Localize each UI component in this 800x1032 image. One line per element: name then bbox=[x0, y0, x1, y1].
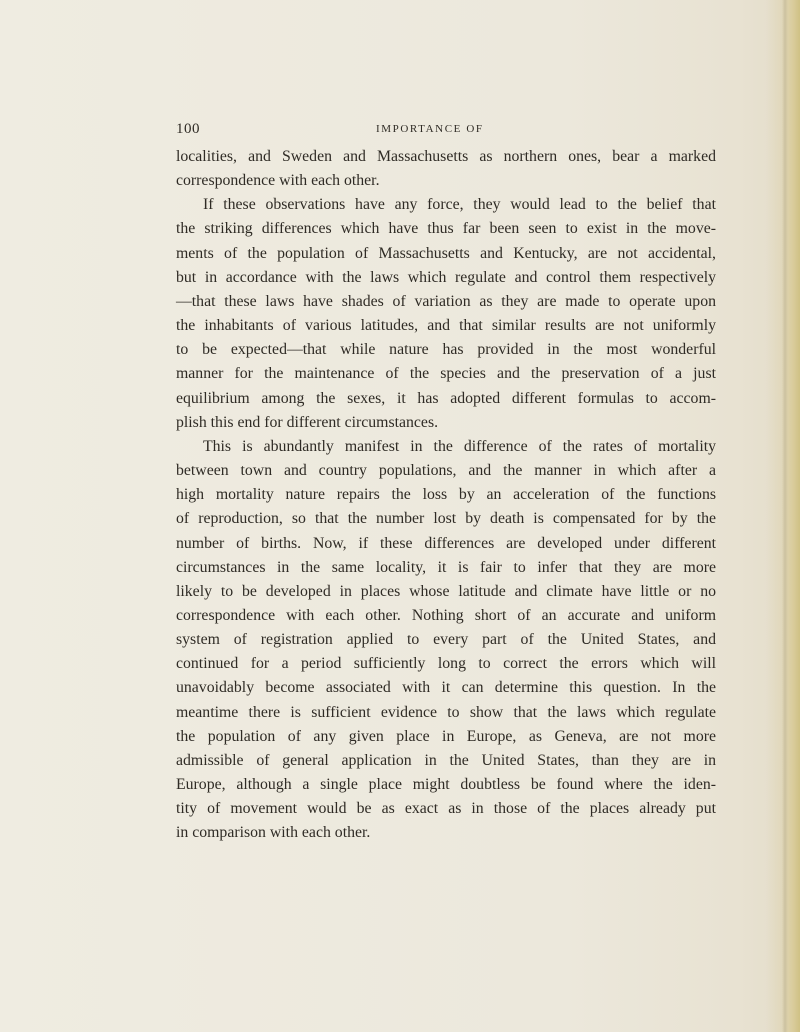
text-line: number of births. Now, if these differences are developed under different bbox=[176, 534, 716, 552]
text-line: unavoidably become associated with it can determine this question. In the bbox=[176, 679, 716, 697]
text-line: system of registration applied to every part of the United States, and bbox=[176, 631, 716, 649]
text-line: tity of movement would be as exact as in those of the places already put bbox=[176, 800, 716, 818]
text-line: between town and country populations, and the manner in which after a bbox=[176, 462, 716, 480]
paragraph-3 bbox=[176, 435, 716, 846]
text-line: the population of any given place in Europe, as Geneva, are not more bbox=[176, 727, 716, 745]
text-line: to be expected—that while nature has provided in the most wonderful bbox=[176, 341, 716, 359]
text-line: This is abundantly manifest in the difference of the rates of mortality bbox=[203, 437, 716, 455]
text-line: localities, and Sweden and Massachusetts as northern ones, bear a marked bbox=[176, 148, 716, 165]
text-line: If these observations have any force, they would lead to the belief that bbox=[203, 196, 716, 214]
text-line: in comparison with each other. bbox=[176, 824, 371, 842]
text-line: —that these laws have shades of variation as they are made to operate upon bbox=[176, 292, 716, 310]
body-text bbox=[176, 145, 716, 846]
text-line: admissible of general application in the United States, than they are in bbox=[176, 751, 716, 769]
text-line: high mortality nature repairs the loss by an acceleration of the functions bbox=[176, 486, 716, 504]
text-line: Europe, although a single place might doubtless be found where the iden- bbox=[176, 776, 716, 794]
paragraph-1 bbox=[176, 145, 716, 193]
text-line: likely to be developed in places whose latitude and climate have little or no bbox=[176, 582, 716, 600]
text-line: plish this end for different circumstances. bbox=[176, 413, 439, 431]
text-line: circumstances in the same locality, it is fair to infer that they are more bbox=[176, 558, 716, 576]
text-line: continued for a period sufficiently long to correct the errors which will bbox=[176, 655, 716, 673]
text-line: the striking differences which have thus far been seen to exist in the move- bbox=[176, 220, 716, 238]
text-line: of reproduction, so that the number lost by death is compensated for by the bbox=[176, 510, 716, 528]
running-head-title: IMPORTANCE OF bbox=[376, 123, 484, 135]
page-edge-crease bbox=[782, 0, 788, 1032]
text-line: ments of the population of Massachusetts and Kentucky, are not accidental, bbox=[176, 244, 716, 262]
text-line: equilibrium among the sexes, it has adopted different formulas to accom- bbox=[176, 389, 716, 407]
text-line: but in accordance with the laws which regulate and control them respectively bbox=[176, 268, 716, 286]
text-line: the inhabitants of various latitudes, and that similar results are not uniformly bbox=[176, 317, 716, 335]
text-line: correspondence with each other. bbox=[176, 172, 380, 190]
text-line: manner for the maintenance of the species and the preservation of a just bbox=[176, 365, 716, 383]
text-line: meantime there is sufficient evidence to show that the laws which regulate bbox=[176, 703, 716, 721]
paragraph-2 bbox=[176, 193, 716, 435]
page-number: 100 bbox=[176, 121, 200, 137]
text-line: correspondence with each other. Nothing short of an accurate and uniform bbox=[176, 606, 716, 624]
running-head bbox=[176, 121, 716, 139]
